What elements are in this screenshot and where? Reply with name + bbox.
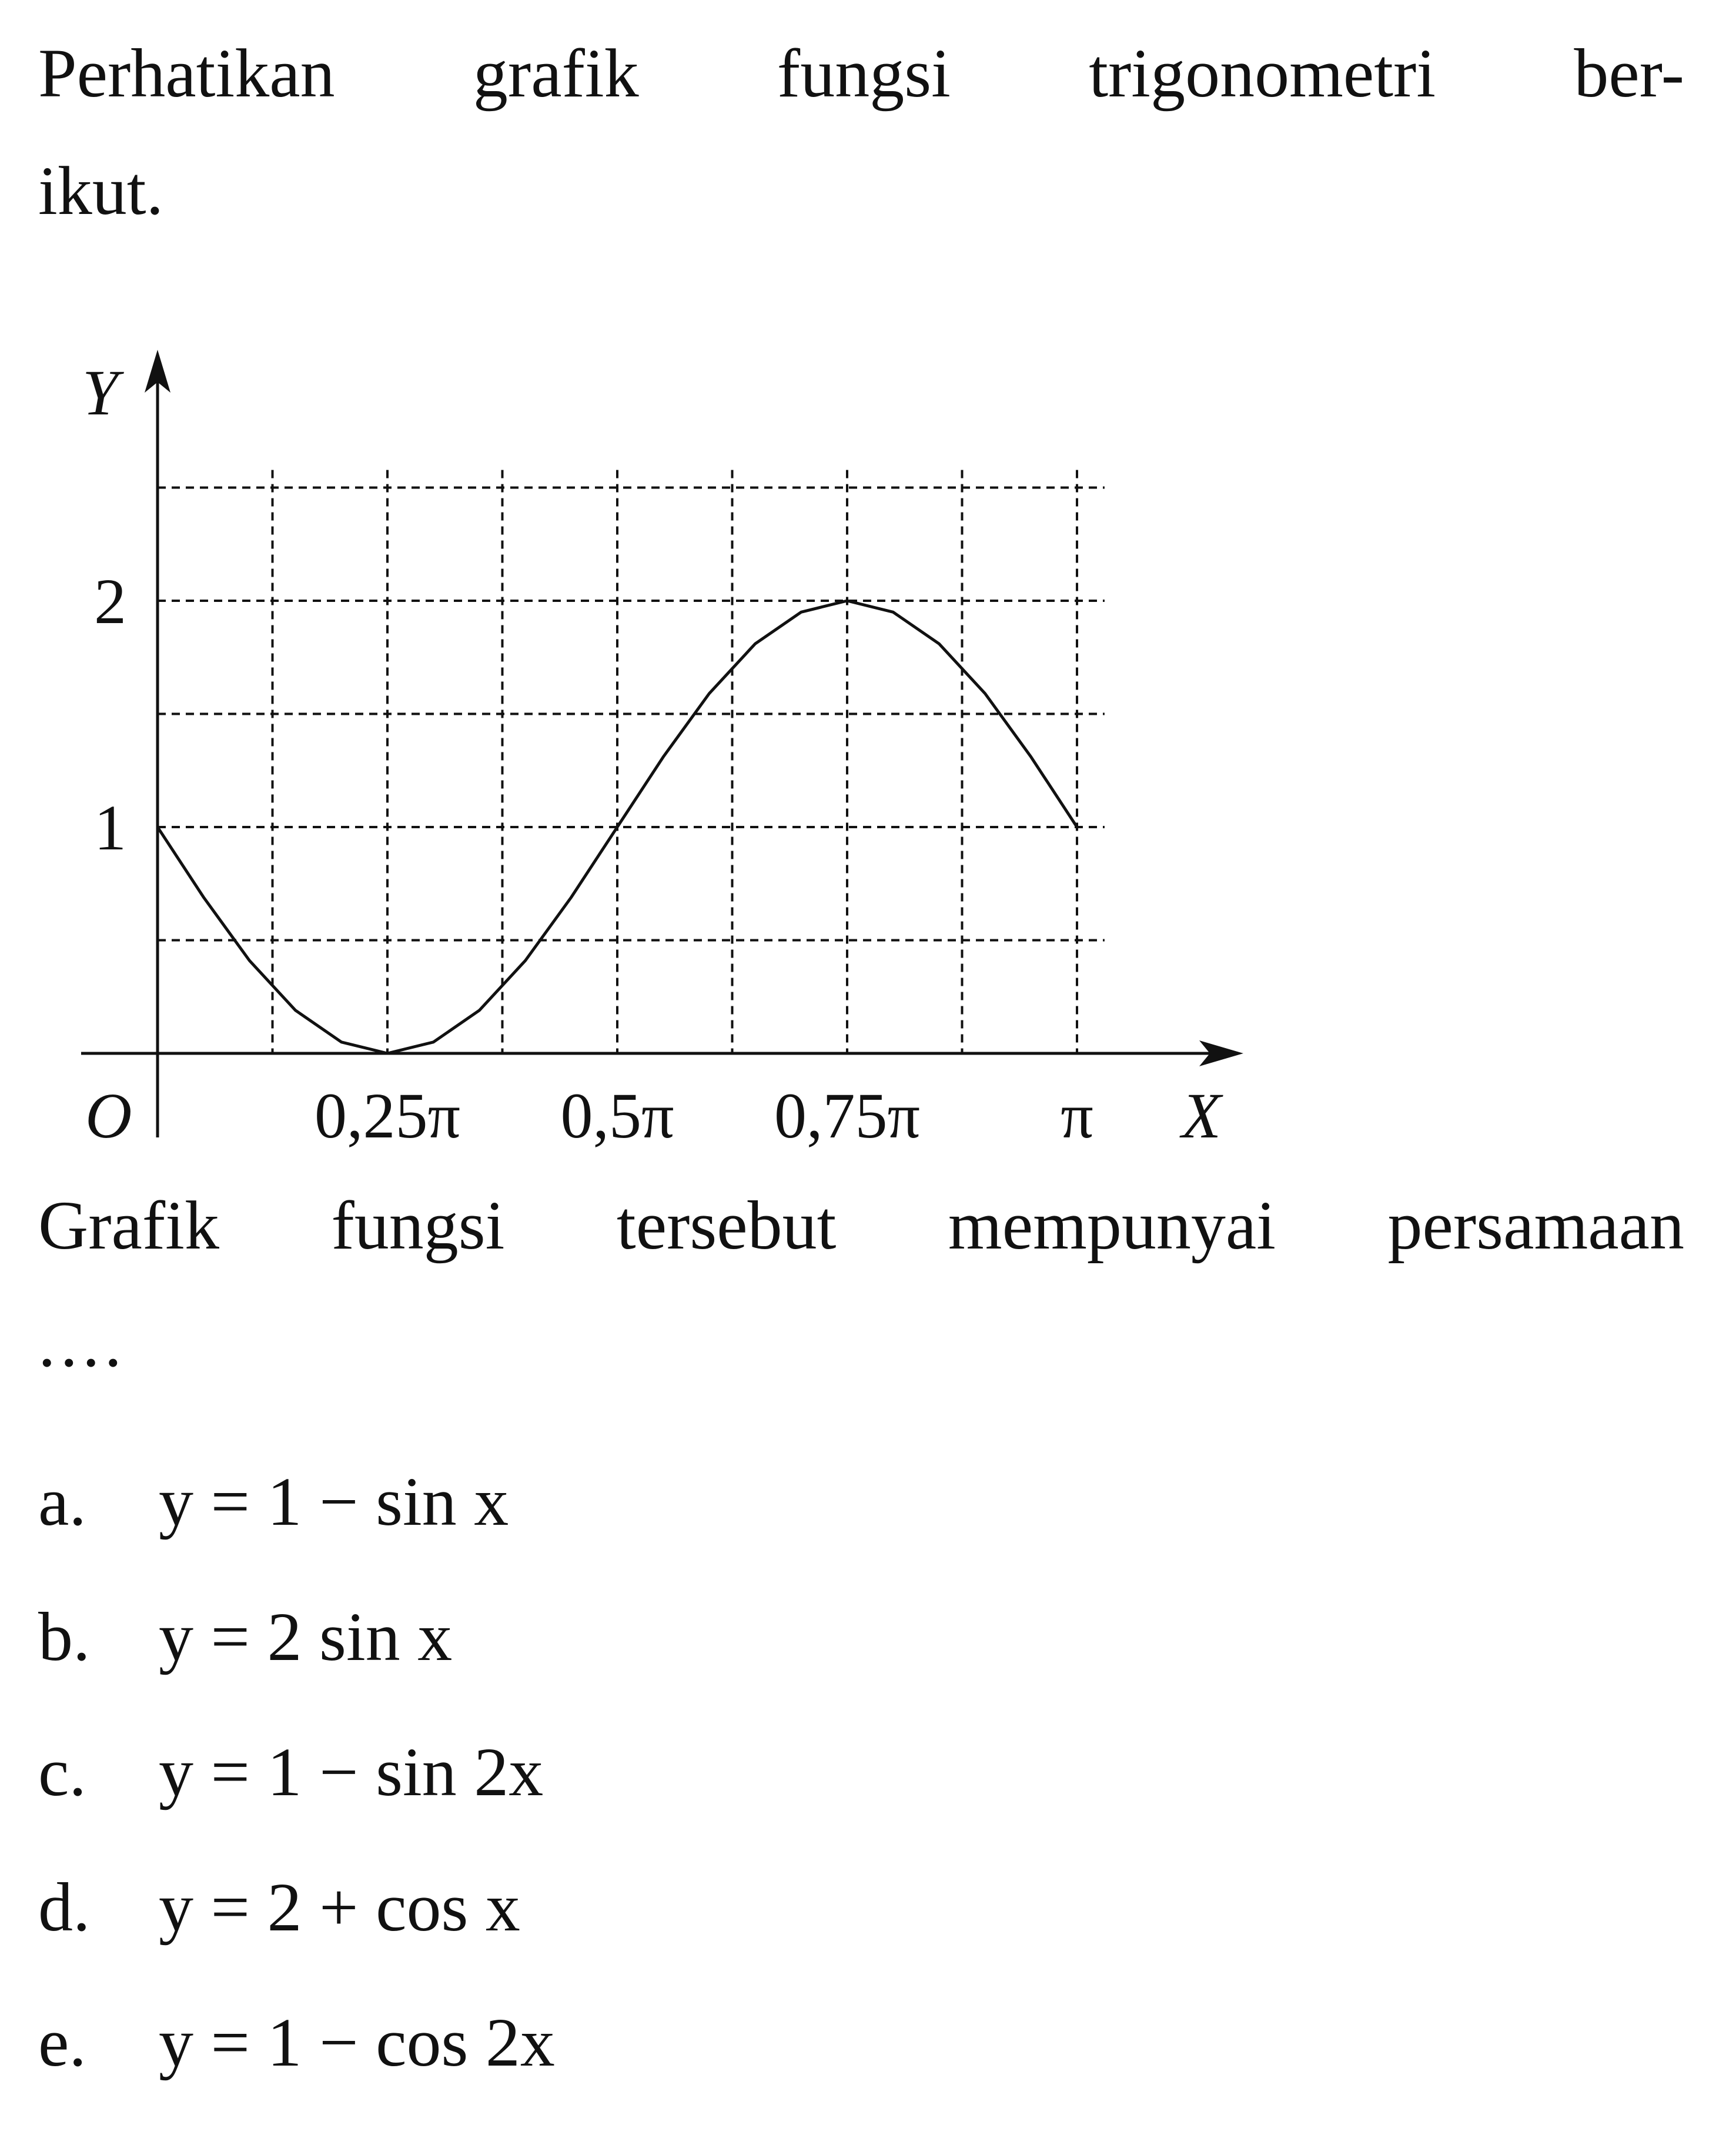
answer-options: [38, 1434, 555, 2110]
question-ellipsis: ....: [38, 1304, 126, 1381]
option-c-letter: c.: [38, 1733, 86, 1810]
option-c[interactable]: [38, 1705, 555, 1840]
option-a-expression: y = 1 − sin x: [159, 1463, 509, 1540]
option-d[interactable]: [38, 1840, 555, 1975]
option-c-expression: y = 1 − sin 2x: [159, 1733, 544, 1810]
option-e-letter: e.: [38, 2004, 86, 2081]
y-axis-label: Y: [82, 357, 119, 429]
question-line-2: ikut.: [38, 152, 164, 229]
option-b-expression: y = 2 sin x: [159, 1598, 453, 1675]
option-b[interactable]: [38, 1569, 555, 1705]
x-tick-label: 0,75π: [774, 1080, 921, 1152]
option-b-letter: b.: [38, 1598, 91, 1675]
option-d-expression: y = 2 + cos x: [159, 1869, 520, 1946]
x-axis-label: X: [1182, 1080, 1222, 1152]
question-line-3: Grafik fungsi tersebut mempunyai persamaan: [38, 1187, 1684, 1264]
option-e[interactable]: [38, 1975, 555, 2110]
option-e-expression: y = 1 − cos 2x: [159, 2004, 555, 2081]
x-tick-label: 0,5π: [560, 1080, 674, 1152]
option-a-letter: a.: [38, 1463, 86, 1540]
option-d-letter: d.: [38, 1869, 91, 1946]
origin-label: O: [85, 1080, 132, 1152]
y-tick-label: 2: [94, 565, 126, 637]
y-tick-label: 1: [94, 792, 126, 864]
question-line-1: Perhatikan grafik fungsi trigonometri ber-: [38, 35, 1684, 112]
x-tick-label: 0,25π: [314, 1080, 461, 1152]
x-tick-label: π: [1061, 1080, 1093, 1152]
option-a[interactable]: [38, 1434, 555, 1569]
